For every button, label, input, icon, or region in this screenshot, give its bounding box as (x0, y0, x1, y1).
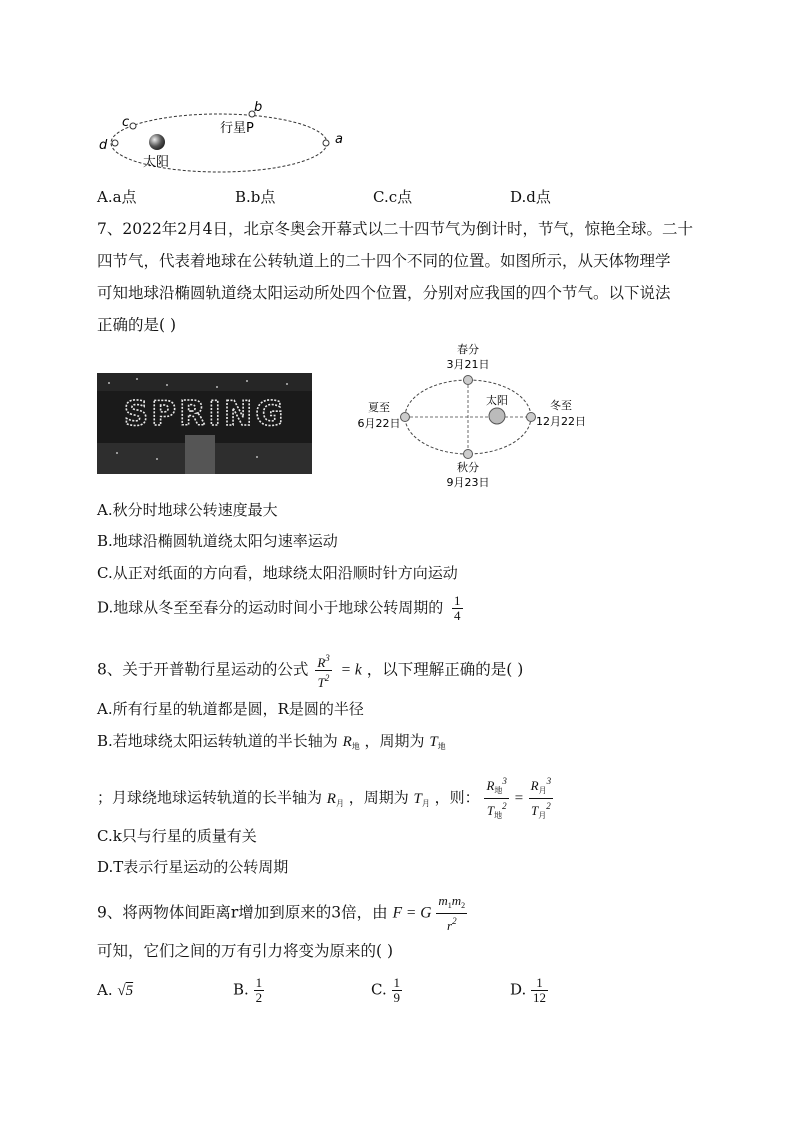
q8-option-b-line2 (97, 774, 553, 823)
label-summer-date: 6月22日 (357, 417, 401, 430)
q9-option-b-label: B. (233, 980, 249, 999)
point-d (112, 140, 118, 146)
point-a (323, 140, 329, 146)
kepler-constant: = k (336, 661, 362, 679)
q9-option-a-value: 5 (125, 983, 134, 999)
q7-option-d-fraction (452, 594, 463, 623)
sun-ball (149, 134, 165, 150)
symbol-t-earth: $T_地$ (429, 734, 446, 751)
q6-option-b[interactable]: B.b点 (235, 188, 276, 206)
q9-option-b[interactable] (233, 976, 264, 1005)
q9-option-b-fraction (254, 976, 265, 1005)
label-autumn-name: 秋分 (457, 461, 479, 474)
earth-autumn (464, 450, 473, 459)
q8-option-d[interactable]: D.T表示行星运动的公转周期 (97, 858, 289, 876)
q9-option-a[interactable] (97, 980, 133, 1001)
label-a: a (335, 132, 343, 147)
symbol-t-moon: $T_月$ (413, 790, 430, 808)
gravity-formula-fraction: $\frac{m_1m_2}{r^2}$ (438, 893, 466, 933)
q7-option-d-denominator: 4 (454, 608, 461, 623)
equals-sign: = (513, 790, 524, 807)
q9-option-c-label: C. (371, 980, 387, 999)
q9-option-d-fraction (531, 976, 548, 1005)
q8-option-b2-pre: ；月球绕地球运转轨道的长半轴为 (97, 788, 323, 807)
label-spring-date: 3月21日 (446, 358, 490, 371)
q7-option-d[interactable] (97, 594, 463, 623)
q8-stem (97, 651, 523, 690)
q9-option-c-num: 1 (393, 975, 400, 990)
q7-stem-line3: 可知地球沿椭圆轨道绕太阳运动所处四个位置，分别对应我国的四个节气。以下说法 (97, 284, 671, 302)
q8-stem-post: ，以下理解正确的是( ) (366, 660, 524, 679)
label-b: b (254, 100, 263, 115)
moon-ratio-fraction: $\frac{R_月^3}{T_月^2}$ (529, 774, 553, 823)
point-c (130, 123, 136, 129)
q6-option-c[interactable]: C.c点 (373, 188, 413, 206)
q8-option-b-pre: B.若地球绕太阳运转轨道的半长轴为 (97, 732, 338, 750)
spring-fireworks-photo (97, 373, 312, 474)
q8-option-b2-then: ，则： (434, 788, 480, 807)
q8-option-b2-mid: ，周期为 (348, 788, 409, 807)
q9-option-d-num: 1 (536, 975, 543, 990)
q9-stem-line2: 可知，它们之间的万有引力将变为原来的( ) (97, 942, 394, 960)
kepler-formula: $\frac{R^3}{T^2}$ (317, 653, 330, 690)
label-d: d (99, 138, 108, 153)
q9-option-c-den: 9 (393, 990, 400, 1005)
q7-stem-line1: 7、2022年2月4日，北京冬奥会开幕式以二十四节气为倒计时，节气，惊艳全球。二十 (97, 220, 694, 238)
q9-option-c[interactable] (371, 976, 402, 1005)
label-autumn-date: 9月23日 (446, 476, 490, 489)
earth-ratio-fraction: $\frac{R_地^3}{T_地^2}$ (484, 774, 508, 823)
label-winter-name: 冬至 (550, 399, 572, 412)
spring-word: SPRING (123, 394, 287, 434)
q9-stem-pre: 9、将两物体间距离r增加到原来的3倍，由 (97, 903, 388, 922)
q9-option-a-label: A. (97, 981, 113, 999)
q7-option-d-numerator: 1 (454, 593, 461, 608)
orbit-diagram-q6 (95, 96, 355, 182)
q6-option-a[interactable]: A.a点 (97, 188, 137, 206)
q7-option-d-text: D.地球从冬至至春分的运动时间小于地球公转周期的 (97, 598, 444, 617)
q7-stem-line2: 四节气，代表着地球在公转轨道上的二十四个不同的位置。如图所示，从天体物理学 (97, 252, 671, 270)
gravity-formula-lhs: F = G (392, 904, 432, 922)
q7-option-b[interactable]: B.地球沿椭圆轨道绕太阳匀速率运动 (97, 532, 338, 550)
earth-orbit-diagram-q7 (355, 340, 595, 490)
symbol-r-earth: $R_地$ (342, 734, 360, 751)
label-spring-name: 春分 (457, 343, 479, 356)
q9-option-c-fraction (392, 976, 403, 1005)
label-planet: 行星P (220, 121, 254, 136)
label-winter-date: 12月22日 (536, 415, 586, 428)
earth-summer (401, 413, 410, 422)
q6-option-d[interactable]: D.d点 (510, 188, 551, 206)
label-summer-name: 夏至 (368, 401, 390, 414)
sqrt-symbol: √5 (117, 983, 134, 999)
q9-option-d-label: D. (510, 980, 527, 999)
q9-stem (97, 894, 467, 933)
q8-option-b-mid: ，周期为 (364, 732, 425, 750)
label-c: c (122, 115, 130, 130)
q9-option-d[interactable] (510, 976, 548, 1005)
q9-option-b-den: 2 (255, 990, 263, 1005)
q7-option-c[interactable]: C.从正对纸面的方向看，地球绕太阳沿顺时针方向运动 (97, 564, 458, 582)
q7-option-a[interactable]: A.秋分时地球公转速度最大 (97, 501, 278, 519)
q7-stem-line4: 正确的是( ) (97, 316, 177, 334)
sun-ball-q7 (489, 408, 505, 424)
earth-spring (464, 376, 473, 385)
label-sun-q7: 太阳 (486, 394, 508, 407)
q9-option-d-den: 12 (533, 990, 547, 1005)
photo-art (97, 373, 312, 474)
q9-option-b-num: 1 (255, 975, 263, 990)
q8-option-a[interactable]: A.所有行星的轨道都是圆，R是圆的半径 (97, 700, 364, 718)
q8-option-c[interactable]: C.k只与行星的质量有关 (97, 827, 257, 845)
earth-winter (527, 413, 536, 422)
q8-option-b[interactable] (97, 731, 446, 757)
symbol-r-moon: $R_月$ (326, 790, 344, 808)
label-sun: 太阳 (143, 155, 170, 170)
q8-stem-pre: 8、关于开普勒行星运动的公式 (97, 660, 309, 679)
